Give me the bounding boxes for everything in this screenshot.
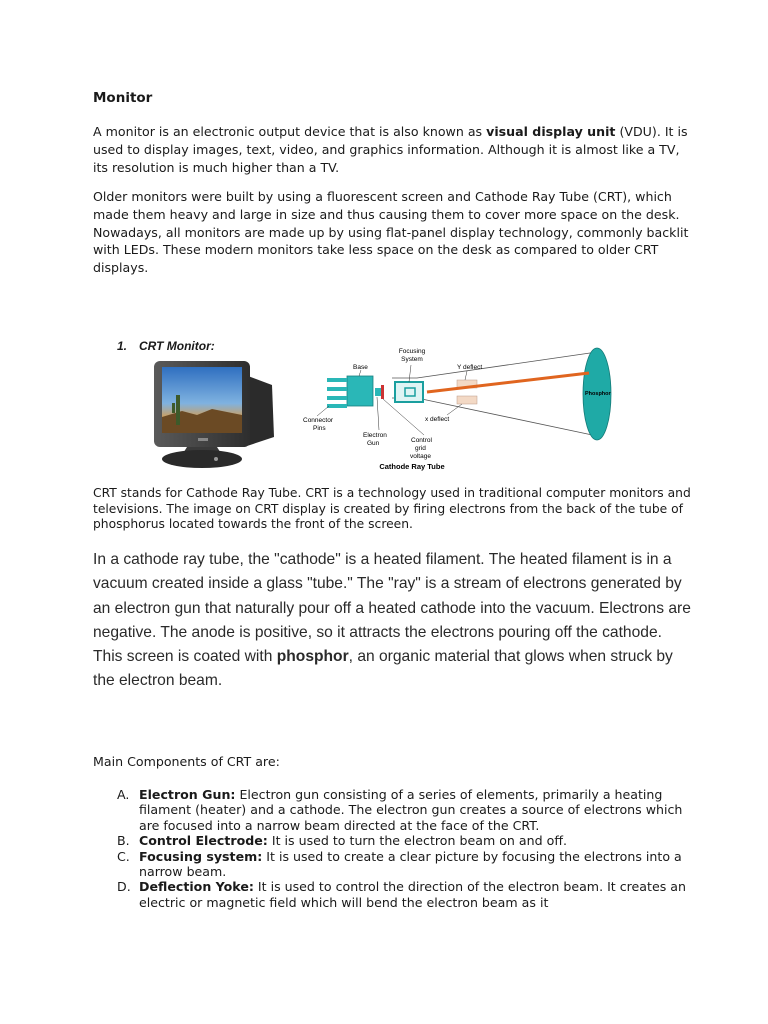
crt-stands-paragraph: CRT stands for Cathode Ray Tube. CRT is a technology used in traditional computer monitors and televisions. The image on CRT display is created by firing electrons from the back of the tube of phosphorus located towards the front of the screen.: [93, 486, 691, 531]
cathode-text-start: In a cathode ray tube, the "cathode" is a heated filament. The heated filament is in a vacuum created inside a glass "tube." The "ray" is a stream of electrons generated by an electron gun that naturally pour off a heated cathode into the vacuum. Electrons are negative. The anode is positive, so it attracts the electrons pouring off the cathode. This screen is coated with: [93, 551, 691, 666]
x-deflect-plate: [457, 396, 477, 404]
label-electron-gun-2: Gun: [367, 440, 380, 447]
list-marker: D.: [117, 879, 131, 895]
label-connector-1: Connector: [303, 417, 333, 424]
screen-cactus-arm: [172, 403, 175, 413]
electron-beam: [427, 373, 589, 392]
list-marker: B.: [117, 833, 130, 849]
crt-monitor-image: [152, 355, 277, 470]
label-electron-gun-1: Electron: [363, 432, 387, 439]
label-phosphor: Phosphor: [585, 391, 611, 397]
connector-pin: [327, 396, 347, 400]
crt-heading-number: 1.: [117, 339, 128, 353]
crt-heading-title: CRT Monitor:: [139, 339, 215, 353]
electron-gun: [375, 388, 381, 396]
focusing-system-box: [395, 382, 423, 402]
control-grid: [381, 385, 384, 399]
list-term: Focusing system:: [139, 848, 263, 864]
label-control-3: voltage: [410, 453, 431, 460]
intro-text-end: (VDU). It is used to display images, text, video, and graphics information. Although it is almost like a TV, its resolution is much higher than a TV.: [93, 124, 688, 175]
leader-electron-gun: [377, 397, 379, 430]
cathode-paragraph: [93, 548, 693, 694]
label-x-deflect: x deflect: [425, 416, 450, 423]
cathode-ray-tube-diagram: [297, 340, 627, 475]
list-text: It is used to control the direction of the electron beam. It creates an electric or magnetic field which will bend the electron beam as it: [139, 879, 686, 910]
list-item: [93, 787, 693, 833]
monitor-stand: [162, 450, 242, 468]
crt-monitor-heading: [117, 339, 215, 353]
label-focusing-1: Focusing: [398, 348, 426, 355]
leader-connector: [317, 406, 329, 416]
intro-bold-term: visual display unit: [486, 124, 616, 139]
list-marker: C.: [117, 848, 130, 864]
list-term: Deflection Yoke:: [139, 879, 254, 895]
list-text: Electron gun consisting of a series of elements, primarily a heating filament (heater) and a cathode. The electron gun creates a source of electrons which are focused into a narrow beam directed at the face of the CRT.: [139, 787, 683, 833]
older-monitors-paragraph: Older monitors were built by using a fluorescent screen and Cathode Ray Tube (CRT), which made them heavy and large in size and thus causing them to cover more space on the desk. Nowadays, all monitors are made up by using flat-panel display technology, commonly backlit with LEDs. These modern monitors take less space on the desk as compared to older CRT displays.: [93, 189, 689, 276]
list-item: [93, 833, 693, 848]
list-item: [93, 879, 693, 910]
leader-control-grid: [383, 399, 424, 435]
list-text: It is used to create a clear picture by focusing the electrons into a narrow beam.: [139, 848, 682, 880]
intro-paragraph: [93, 123, 693, 177]
connector-pin: [327, 404, 347, 408]
list-text: It is used to turn the electron beam on and off.: [267, 833, 567, 849]
tube-base: [347, 376, 373, 406]
list-item: [93, 849, 693, 880]
list-term: Control Electrode:: [139, 833, 268, 849]
page-title: Monitor: [93, 90, 153, 106]
screen-cactus: [176, 395, 180, 425]
components-list: [93, 787, 693, 910]
connector-pin: [327, 387, 347, 391]
leader-y-deflect: [465, 371, 467, 380]
components-title: Main Components of CRT are:: [93, 754, 280, 769]
label-y-deflect: Y deflect: [457, 364, 483, 371]
power-button-icon: [214, 457, 218, 461]
label-base: Base: [353, 364, 368, 371]
label-connector-2: Pins: [313, 425, 326, 432]
connector-pin: [327, 378, 347, 382]
monitor-logo: [198, 438, 208, 441]
label-control-2: grid: [415, 445, 426, 452]
diagram-caption: Cathode Ray Tube: [379, 462, 445, 471]
leader-focusing: [409, 365, 411, 382]
cathode-text-end: , an organic material that glows when struck by the electron beam.: [93, 648, 673, 690]
label-control-1: Control: [411, 437, 432, 444]
intro-text-start: A monitor is an electronic output device that is also known as: [93, 124, 487, 139]
list-marker: A.: [117, 787, 130, 802]
label-focusing-2: System: [401, 356, 423, 363]
cathode-bold-term: phosphor: [276, 648, 349, 666]
list-term: Electron Gun:: [139, 787, 236, 802]
